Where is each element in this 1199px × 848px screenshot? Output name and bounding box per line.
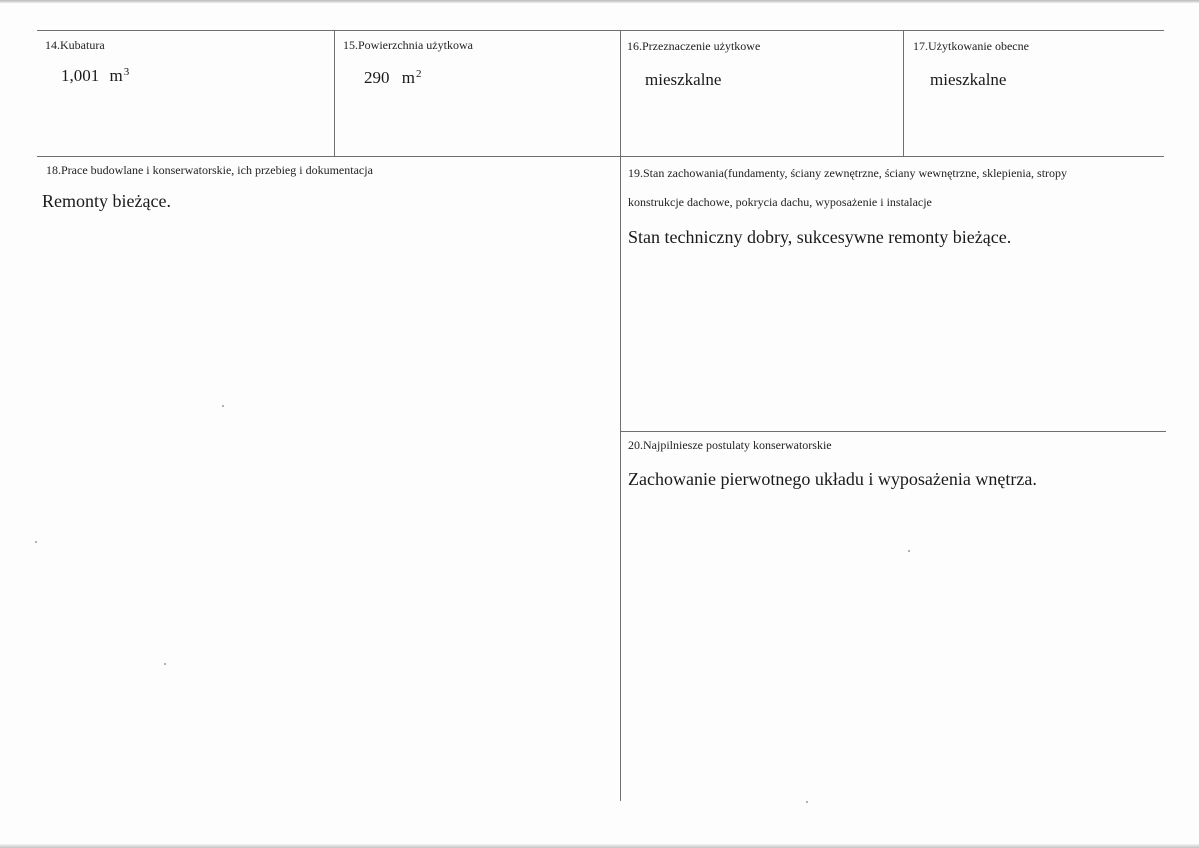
scan-speck (35, 541, 37, 543)
scan-edge-bottom (0, 844, 1199, 848)
field-15-value (364, 68, 421, 88)
field-20-value: Zachowanie pierwotnego układu i wyposażenia wnętrza. (628, 469, 1037, 489)
field-18-label: 18.Prace budowlane i konserwatorskie, ich przebieg i dokumentacja (46, 163, 373, 177)
field-15-unit: $m^2$ (401, 68, 422, 87)
field-18-value: Remonty bieżące. (42, 191, 171, 211)
scan-speck (806, 801, 808, 803)
field-19-label-line2: konstrukcje dachowe, pokrycia dachu, wyposażenie i instalacje (628, 195, 932, 209)
column-divider-16-17 (903, 30, 904, 157)
scan-edge-top (0, 0, 1199, 3)
scan-speck (222, 405, 224, 407)
row-divider-right (621, 431, 1166, 432)
field-14-label: 14.Kubatura (45, 38, 105, 52)
field-14-number: 1,001 (61, 66, 100, 85)
field-17-value: mieszkalne (930, 70, 1007, 89)
field-16-value: mieszkalne (645, 70, 722, 89)
field-15-number: 290 (364, 68, 390, 87)
table-top-border (37, 30, 1164, 31)
field-19-label-line1: 19.Stan zachowania(fundamenty, ściany zewnętrzne, ściany wewnętrzne, sklepienia, stropy (628, 166, 1068, 180)
field-14-unit: $m^3$ (109, 66, 130, 85)
field-16-label: 16.Przeznaczenie użytkowe (627, 39, 761, 53)
scan-speck (164, 663, 166, 665)
field-17-label: 17.Użytkowanie obecne (913, 39, 1029, 53)
field-19-value: Stan techniczny dobry, sukcesywne remonty bieżące. (628, 227, 1012, 247)
row-divider-top (37, 156, 1164, 157)
field-15-label: 15.Powierzchnia użytkowa (343, 38, 473, 52)
column-divider-center (620, 30, 621, 801)
scan-speck (908, 550, 910, 552)
column-divider-14-15 (334, 30, 335, 157)
field-20-label: 20.Najpilniesze postulaty konserwatorskie (628, 438, 832, 452)
field-14-value (61, 66, 129, 86)
